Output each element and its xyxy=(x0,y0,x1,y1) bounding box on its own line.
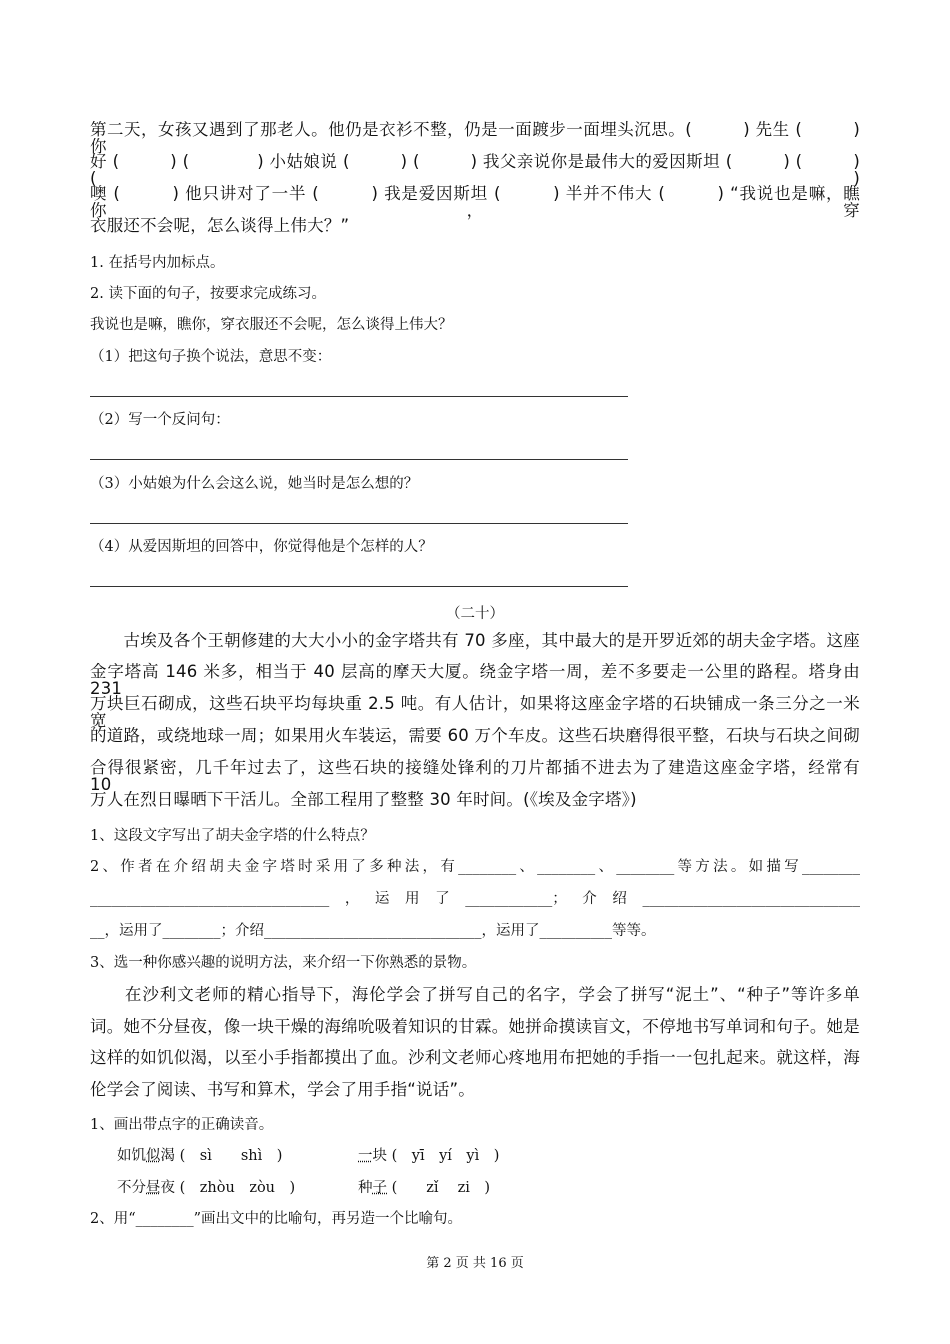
passage20-line-3: 万块巨石砌成，这些石块平均每块重 2.5 吨。有人估计，如果将这座金字塔的石块铺成一条三分之一米宽 xyxy=(90,694,860,730)
s19-sub-question-1: （1）把这句子换个说法，意思不变： xyxy=(90,349,332,365)
s19-sub-question-4: （4）从爱因斯坦的回答中，你觉得他是个怎样的人？ xyxy=(90,539,433,555)
pinyin-word-4 xyxy=(358,1181,490,1196)
passage20-line-5: 合得很紧密，几千年过去了，这些石块的接缝处锋利的刀片都插不进去为了建造这座金字塔，经常有 10 xyxy=(90,758,877,794)
word-4-prefix: 种 xyxy=(358,1180,373,1196)
passage21-line-4: 伦学会了阅读、书写和算术，学会了用手指“说话”。 xyxy=(90,1080,475,1099)
passage19-line-2: 好 ( ) ( ) 小姑娘说 ( ) ( ) 我父亲说你是最伟大的爱因斯坦 ( ) ( ) ( ) xyxy=(90,152,860,188)
s21-question-2: 2、用“________”画出文中的比喻句，再另造一个比喻句。 xyxy=(90,1211,463,1227)
passage20-line-4: 的道路，或绕地球一周；如果用火车装运，需要 60 万个车皮。这些石块磨得很平整，石块与石块之间砌 xyxy=(90,726,860,745)
s20-question-2-line-2: _________________________________，运用了____________；介绍______________________________ xyxy=(90,891,860,907)
s20-question-1: 1、这段文字写出了胡夫金字塔的什么特点？ xyxy=(90,828,375,844)
s19-sub-question-3: （3）小姑娘为什么会这么说，她当时是怎么想的？ xyxy=(90,476,419,492)
word-4-options[interactable]: ( zǐ zi ) xyxy=(391,1180,491,1196)
s19-question-1: 1. 在括号内加标点。 xyxy=(90,255,225,271)
word-1-options[interactable]: ( sì shì ) xyxy=(179,1148,283,1164)
passage21-line-2: 词。她不分昼夜，像一块干燥的海绵吮吸着知识的甘霖。她拼命摸读盲文，不停地书写单词和句子。她是 xyxy=(90,1017,860,1036)
word-2-suffix: 块 xyxy=(372,1148,387,1164)
answer-line-1[interactable] xyxy=(90,396,628,397)
s19-sub-question-2: （2）写一个反问句： xyxy=(90,412,230,428)
word-3-suffix: 夜 xyxy=(160,1180,175,1196)
passage19-line-1: 第二天，女孩又遇到了那老人。他仍是衣衫不整，仍是一面踱步一面埋头沉思。( ) 先生 ( ) 你 xyxy=(90,120,860,156)
word-3-dotted-char: 昼 xyxy=(146,1180,161,1196)
word-3-options[interactable]: ( zhòu zòu ) xyxy=(179,1180,296,1196)
s19-question-2: 2. 读下面的句子，按要求完成练习。 xyxy=(90,286,326,302)
s20-question-2-line-1: 2、作者在介绍胡夫金字塔时采用了多种法，有________、________、________等方法。如描写________ xyxy=(90,859,860,875)
word-4-dotted-char: 子 xyxy=(372,1180,387,1196)
word-2-options[interactable]: ( yī yí yì ) xyxy=(391,1148,500,1164)
pinyin-word-3 xyxy=(117,1181,295,1196)
word-3-prefix: 不分 xyxy=(117,1180,146,1196)
pinyin-word-1 xyxy=(117,1149,282,1164)
s20-question-2-line-3: __，运用了________；介绍______________________________，运用了__________等等。 xyxy=(90,923,656,939)
answer-line-4[interactable] xyxy=(90,586,628,587)
answer-line-3[interactable] xyxy=(90,523,628,524)
passage19-line-3: 噢 ( ) 他只讲对了一半 ( ) 我是爱因斯坦 ( ) 半并不伟大 ( ) “我说也是嘛，瞧你，穿 xyxy=(90,184,860,220)
s20-question-3: 3、选一种你感兴趣的说明方法，来介绍一下你熟悉的景物。 xyxy=(90,955,477,971)
passage21-line-1: 在沙利文老师的精心指导下，海伦学会了拼写自己的名字，学会了拼写“泥土”、“种子”等许多单 xyxy=(90,985,860,1004)
passage20-line-2: 金字塔高 146 米多，相当于 40 层高的摩天大厦。绕金字塔一周，差不多要走一公里的路程。塔身由 231 xyxy=(90,662,860,698)
s19-question-2-sentence: 我说也是嘛，瞧你，穿衣服还不会呢，怎么谈得上伟大？ xyxy=(90,317,453,333)
word-2-dotted-char: 一 xyxy=(358,1148,373,1164)
word-1-prefix: 如饥 xyxy=(117,1148,146,1164)
passage20-line-1: 古埃及各个王朝修建的大大小小的金字塔共有 70 多座，其中最大的是开罗近郊的胡夫金字塔。这座 xyxy=(90,631,860,650)
word-1-suffix: 渴 xyxy=(160,1148,175,1164)
s21-question-1: 1、画出带点字的正确读音。 xyxy=(90,1117,274,1133)
passage21-line-3: 这样的如饥似渴，以至小手指都摸出了血。沙利文老师心疼地用布把她的手指一一包扎起来。就这样，海 xyxy=(90,1048,860,1067)
word-1-dotted-char: 似 xyxy=(146,1148,161,1164)
answer-line-2[interactable] xyxy=(90,459,628,460)
pinyin-word-2 xyxy=(358,1149,499,1164)
passage19-line-4: 衣服还不会呢，怎么谈得上伟大？” xyxy=(90,216,350,235)
passage20-line-6: 万人在烈日曝晒下干活儿。全部工程用了整整 30 年时间。(《埃及金字塔》) xyxy=(90,790,637,809)
page-footer: 第 2 页 共 16 页 xyxy=(426,1256,524,1271)
section20-heading: （二十） xyxy=(446,606,504,622)
